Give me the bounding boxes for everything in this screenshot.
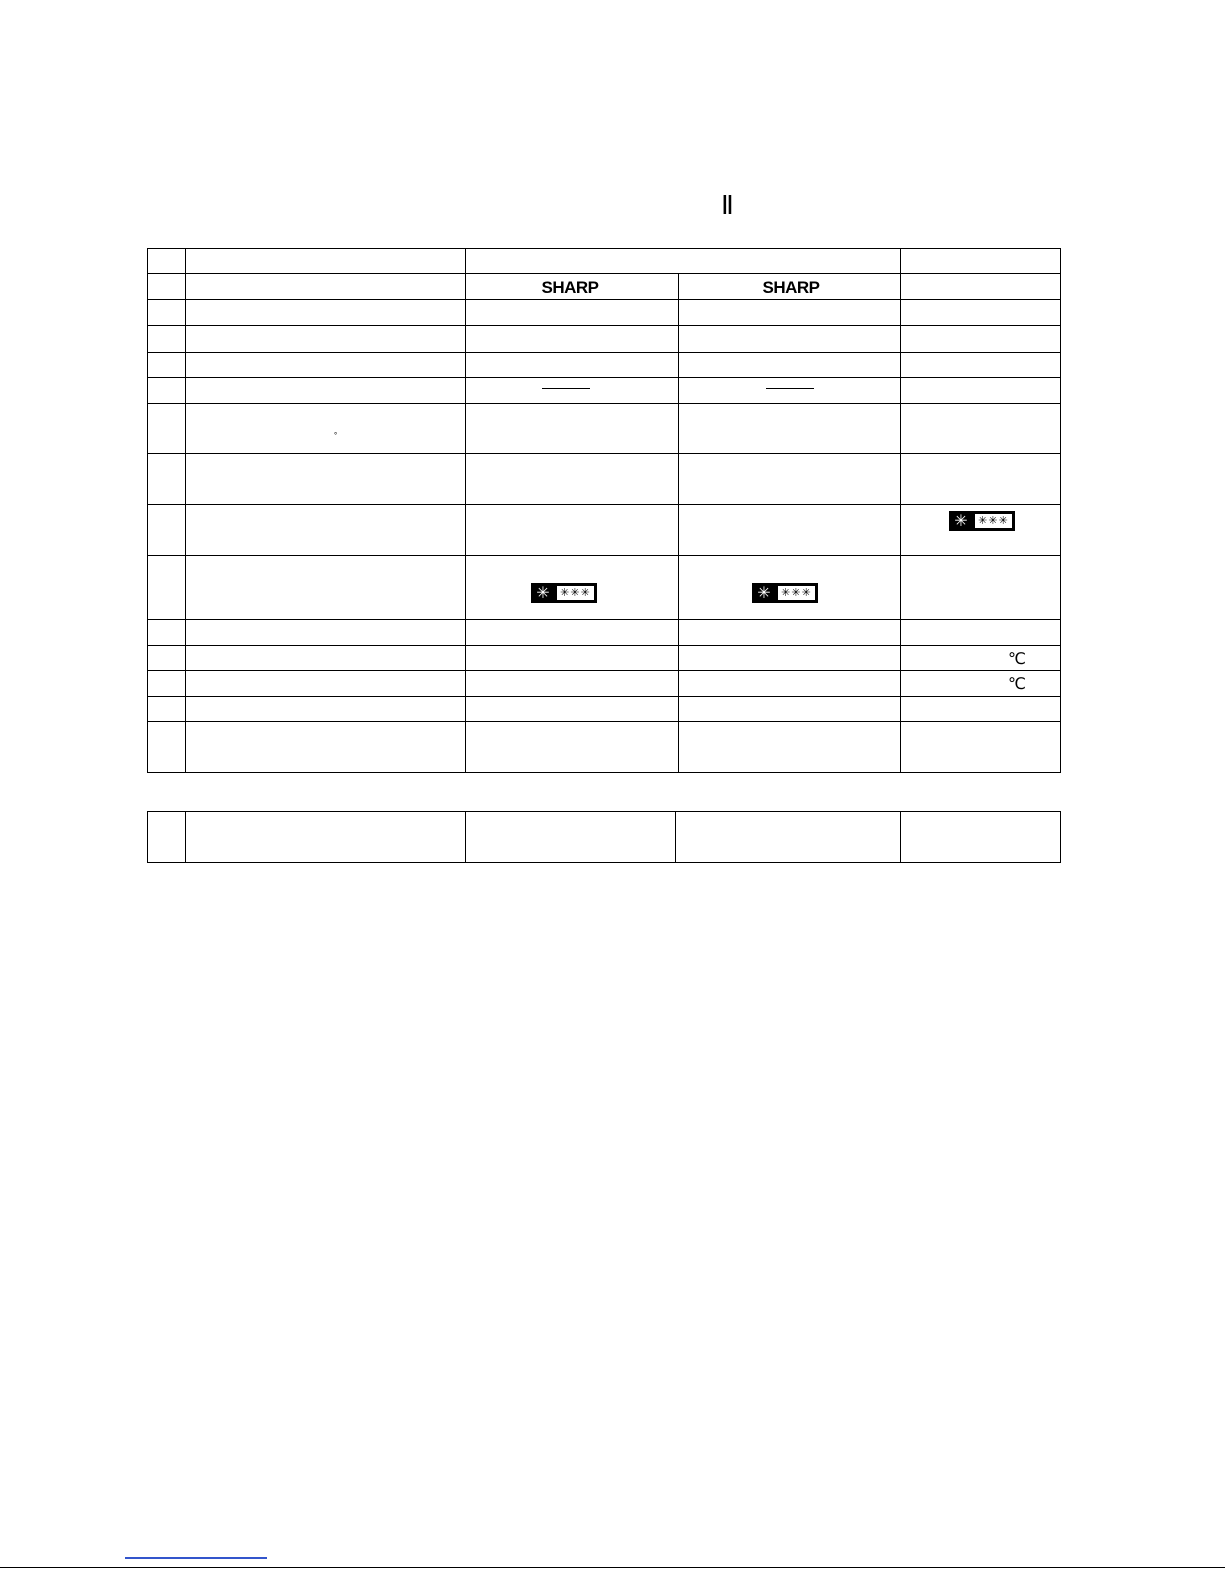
table-column-rule <box>900 811 901 863</box>
freezer-star-icon: ✳ <box>954 511 968 530</box>
footer-divider <box>0 1567 1225 1568</box>
freezer-small-stars-icon: ✳✳✳ <box>778 586 815 600</box>
table-column-rule <box>1060 811 1061 863</box>
freezer-star-icon: ✳ <box>536 583 550 602</box>
sharp-logo: SHARP <box>762 278 820 297</box>
sharp-logo: SHARP <box>541 278 599 297</box>
footer-link-underline[interactable] <box>125 1557 267 1559</box>
celsius-unit: ℃ <box>1008 674 1026 693</box>
table-column-rule <box>147 811 148 863</box>
section-marker: Ⅱ <box>721 191 734 220</box>
table-column-rule <box>185 811 186 863</box>
freezer-small-stars-icon: ✳✳✳ <box>975 514 1012 528</box>
table-column-rule <box>465 811 466 863</box>
table-row-rule <box>147 862 1061 863</box>
celsius-unit: ℃ <box>1008 649 1026 668</box>
freezer-small-stars-icon: ✳✳✳ <box>557 586 594 600</box>
table-row-rule <box>147 811 1061 812</box>
freezer-star-icon: ✳ <box>757 583 771 602</box>
table-column-rule <box>675 811 676 863</box>
degree-mark: ° <box>334 431 338 440</box>
